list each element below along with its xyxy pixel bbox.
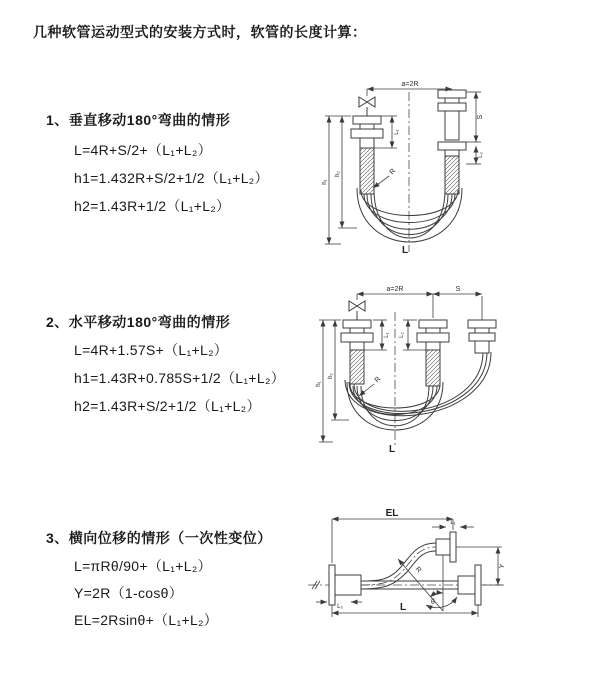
section-2-heading: 2、水平移动180°弯曲的情形 — [46, 314, 231, 330]
braid-section — [426, 350, 440, 386]
right-fitting-upper — [438, 90, 466, 140]
section-2-formula-h2: h2=1.43R+S/2+1/2（L₁+L₂） — [74, 398, 261, 414]
angle-theta — [426, 593, 457, 608]
radius-label: R — [373, 375, 383, 385]
dim-label-l1: L₁ — [394, 129, 400, 135]
length-label: L — [401, 245, 409, 256]
dim-label-y: Y — [498, 563, 507, 570]
dim-label-h1: h₁ — [316, 381, 322, 387]
dim-label-h1: h₁ — [322, 179, 328, 185]
valve-icon — [349, 301, 365, 320]
section-1-formula-h2: h2=1.43R+1/2（L₁+L₂） — [74, 198, 231, 214]
dim-label-l: L — [399, 602, 407, 613]
right-fitting — [468, 296, 496, 353]
dimension-s — [466, 92, 484, 142]
left-fitting — [351, 116, 383, 194]
dimension-h1 — [322, 116, 351, 244]
dim-label-el: EL — [385, 508, 399, 519]
dimension-l — [332, 602, 478, 617]
radius-label: R — [413, 565, 423, 575]
diagram-vertical-180-bend — [315, 76, 595, 256]
page-title: 几种软管运动型式的安装方式时，软管的长度计算： — [33, 24, 367, 40]
left-flange — [329, 565, 361, 605]
dim-label-l2: L₂ — [399, 332, 405, 338]
hose-u-bend-arcs — [357, 188, 462, 242]
dimension-l2 — [466, 146, 484, 164]
dim-label-s: S — [455, 286, 461, 293]
dim-label-h2: h₂ — [335, 171, 341, 177]
hose-moved-arcs — [345, 352, 491, 416]
dim-label-l1: L₁ — [384, 332, 390, 338]
right-fitting-lower — [438, 142, 466, 194]
section-1-heading: 1、垂直移动180°弯曲的情形 — [46, 112, 231, 128]
left-fitting — [341, 320, 373, 384]
middle-fitting — [417, 320, 449, 386]
radius-label: R — [388, 167, 398, 177]
braid-section — [445, 156, 459, 194]
section-2-formula-L: L=4R+1.57S+（L₁+L₂） — [74, 342, 229, 358]
angle-label: θ — [431, 599, 435, 606]
section-3-formula-L: L=πRθ/90+（L₁+L₂） — [74, 558, 212, 574]
braid-section — [360, 148, 374, 194]
section-3-heading: 3、横向位移的情形（一次性变位） — [46, 530, 272, 546]
section-2-formula-h1: h1=1.43R+0.785S+1/2（L₁+L₂） — [74, 370, 285, 386]
dim-label-l1: L₁ — [450, 520, 456, 526]
dimension-h1 — [316, 320, 341, 442]
dimension-s — [433, 286, 482, 294]
dimension-l1 — [432, 520, 474, 527]
dim-label-a2r: a=2R — [386, 286, 404, 293]
dim-label-l2: L₂ — [337, 604, 343, 610]
section-3-formula-EL: EL=2Rsinθ+（L₁+L₂） — [74, 612, 219, 628]
dimension-l2 — [316, 602, 362, 610]
dim-label-a2r: a=2R — [401, 81, 419, 88]
section-1-formula-h1: h1=1.432R+S/2+1/2（L₁+L₂） — [74, 170, 269, 186]
radius-leader — [373, 168, 397, 188]
dim-label-s: S — [477, 114, 484, 120]
dim-label-l2: L₂ — [478, 152, 484, 158]
top-right-flange — [436, 532, 456, 562]
section-3-formula-Y: Y=2R（1-cosθ） — [74, 585, 184, 601]
hose-curved-position — [361, 543, 436, 589]
right-flange — [458, 565, 481, 605]
length-label: L — [388, 444, 396, 454]
dim-label-h2: h₂ — [328, 373, 334, 379]
diagram-lateral-displacement — [300, 505, 600, 645]
diagram-horizontal-180-bend — [303, 284, 593, 454]
valve-icon — [359, 97, 375, 116]
dimension-el — [332, 508, 456, 563]
section-1-formula-L: L=4R+S/2+（L₁+L₂） — [74, 142, 212, 158]
braid-section — [350, 350, 364, 384]
